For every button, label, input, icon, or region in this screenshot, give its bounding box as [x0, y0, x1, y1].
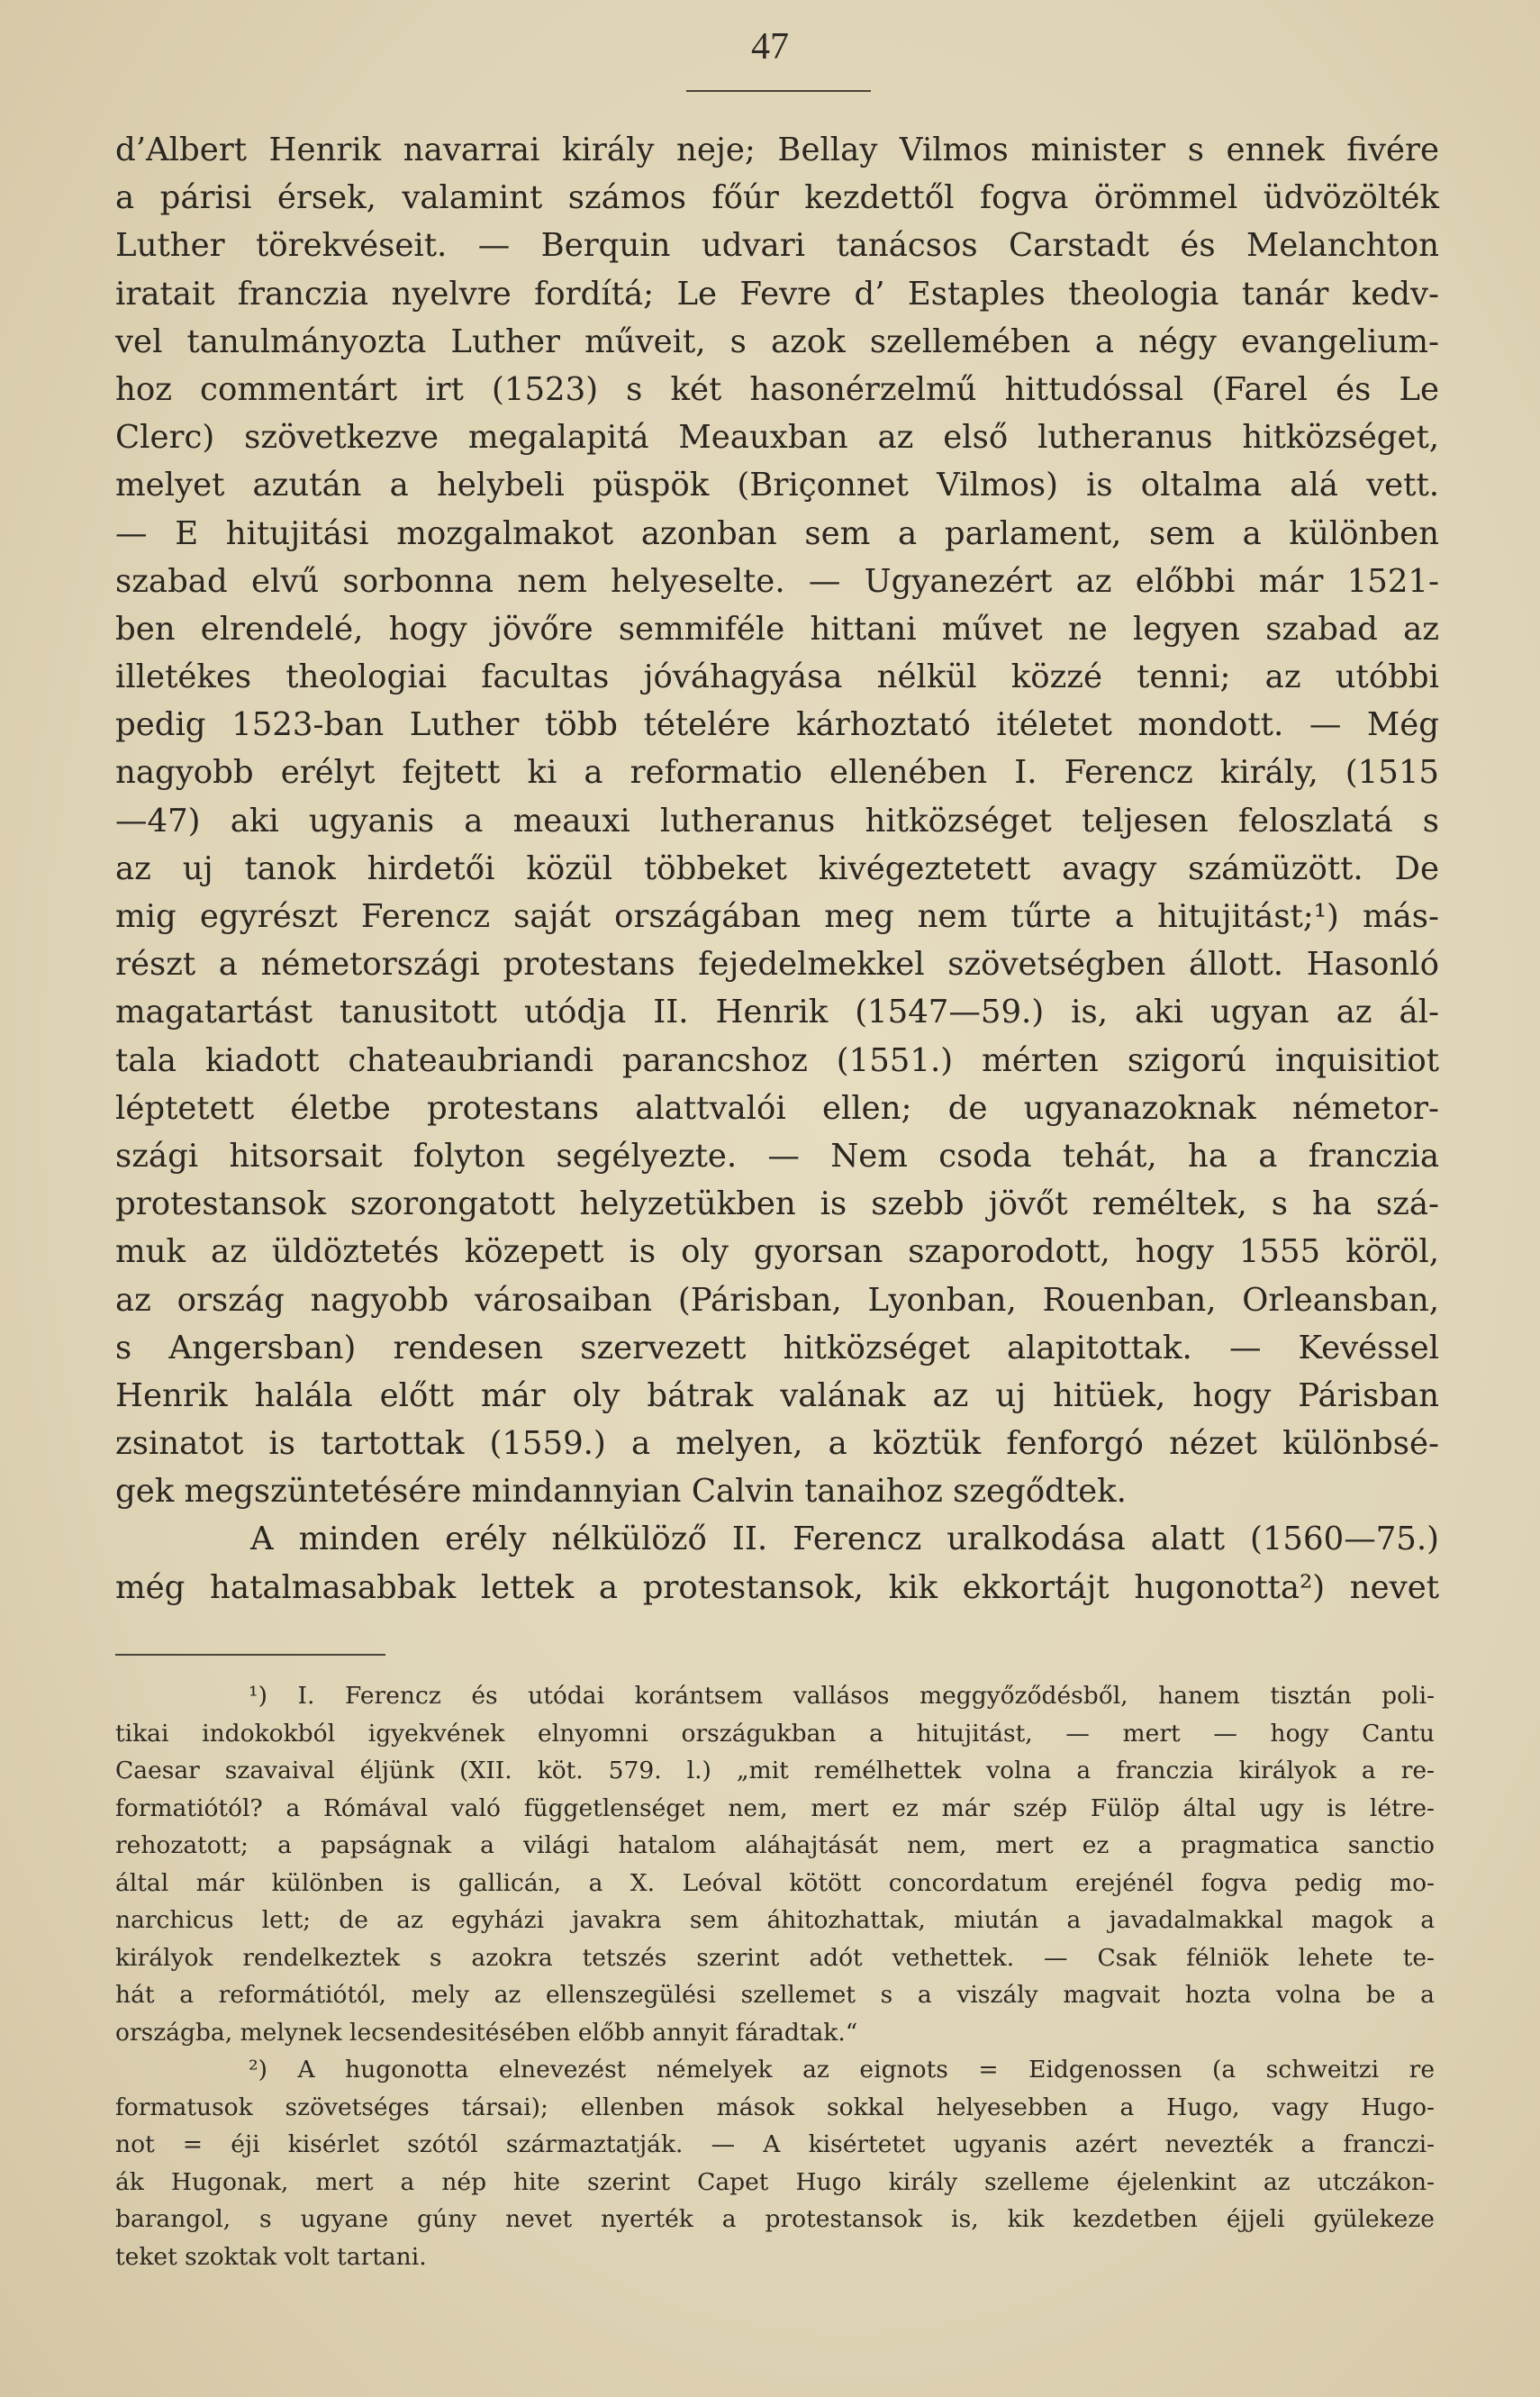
footnote-line: tikai indokokból igyekvének elnyomni országukban a hitujitást, — mert — hogy Cantu — [115, 1719, 1435, 1748]
footnote-line: narchicus lett; de az egyházi javakra sem áhitozhattak, miután a javadalmakkal magok a — [115, 1906, 1435, 1934]
footnote-line: formatusok szövetséges társai); ellenben mások sokkal helyesebben a Hugo, vagy Hugo- — [115, 2093, 1435, 2121]
body-line: Clerc) szövetkezve megalapitá Meauxban az első lutheranus hitközséget, — [115, 419, 1439, 457]
body-line: az uj tanok hirdetői közül többeket kivégeztetett avagy számüzött. De — [115, 849, 1439, 887]
footnotes — [115, 1677, 1435, 2275]
body-text — [115, 126, 1439, 1612]
footnote-line: ²) A hugonotta elnevezést némelyek az eignots = Eidgenossen (a schweitzi re — [249, 2056, 1435, 2084]
body-line: tala kiadott chateaubriandi parancshoz (1551.) mérten szigorú inquisitiot — [115, 1041, 1439, 1079]
body-line: melyet azután a helybeli püspök (Briçonnet Vilmos) is oltalma alá vett. — [115, 467, 1439, 504]
body-line: A minden erély nélkülöző II. Ferencz uralkodása alatt (1560—75.) — [250, 1521, 1439, 1558]
body-line: mig egyrészt Ferencz saját országában meg nem tűrte a hitujitást;¹) más- — [115, 898, 1439, 935]
body-line: még hatalmasabbak lettek a protestansok, kik ekkortájt hugonotta²) nevet — [115, 1568, 1439, 1606]
body-line: pedig 1523-ban Luther több tételére kárhoztató itéletet mondott. — Még — [115, 706, 1439, 744]
body-line: szági hitsorsait folyton segélyezte. — Nem csoda tehát, ha a franczia — [115, 1137, 1439, 1175]
body-line: s Angersban) rendesen szervezett hitközséget alapitottak. — Kevéssel — [115, 1329, 1439, 1366]
body-line: — E hitujitási mozgalmakot azonban sem a parlament, sem a különben — [115, 514, 1439, 552]
body-line: a párisi érsek, valamint számos főúr kezdettől fogva örömmel üdvözölték — [115, 179, 1439, 217]
body-line: gek megszüntetésére mindannyian Calvin tanaihoz szegődtek. — [115, 1473, 1127, 1511]
footnote-line: teket szoktak volt tartani. — [115, 2242, 427, 2271]
footnote-line: által már különben is gallicán, a X. Leóval kötött concordatum erejénél fogva pedig mo- — [115, 1868, 1435, 1897]
body-line: vel tanulmányozta Luther műveit, s azok szellemében a négy evangelium- — [115, 322, 1439, 360]
footnote-line: országba, melynek lecsendesitésében előbb annyit fáradtak.“ — [115, 2018, 858, 2047]
body-line: zsinatot is tartottak (1559.) a melyen, a köztük fenforgó nézet különbsé- — [115, 1425, 1439, 1463]
page-number: 47 — [751, 26, 789, 68]
body-line: hoz commentárt irt (1523) s két hasonérzelmű hittudóssal (Farel és Le — [115, 370, 1439, 408]
footnote-line: ¹) I. Ferencz és utódai korántsem vallásos meggyőződésből, hanem tisztán poli- — [249, 1682, 1435, 1710]
body-line: —47) aki ugyanis a meauxi lutheranus hitközséget teljesen feloszlatá s — [115, 802, 1439, 840]
body-line: Henrik halála előtt már oly bátrak valának az uj hitüek, hogy Párisban — [115, 1376, 1439, 1414]
header-rule — [686, 90, 871, 92]
footnote-line: formatiótól? a Rómával való függetlenséget nem, mert ez már szép Fülöp által ugy is létre- — [115, 1793, 1435, 1822]
body-line: illetékes theologiai facultas jóváhagyása nélkül közzé tenni; az utóbbi — [115, 658, 1439, 696]
footnote-line: ák Hugonak, mert a nép hite szerint Capet Hugo király szelleme éjelenkint az utczákon- — [115, 2167, 1435, 2196]
body-line: léptetett életbe protestans alattvalói ellen; de ugyanazoknak németor- — [115, 1089, 1439, 1127]
body-line: iratait franczia nyelvre fordítá; Le Fevre d’ Estaples theologia tanár kedv- — [115, 275, 1439, 313]
footnote-line: hát a reformátiótól, mely az ellenszegülési szellemet s a viszály magvait hozta volna be a — [115, 1981, 1435, 2009]
body-line: Luther törekvéseit. — Berquin udvari tanácsos Carstadt és Melanchton — [115, 227, 1439, 265]
footnote-line: rehozatott; a papságnak a világi hatalom aláhajtását nem, mert ez a pragmatica sanctio — [115, 1831, 1435, 1859]
footnote-line: barangol, s ugyane gúny nevet nyerték a protestansok is, kik kezdetben éjjeli gyülekeze — [115, 2205, 1435, 2233]
footnote-line: not = éji kisérlet szótól származtatják. — A kisértetet ugyanis azért nevezték a franczi- — [115, 2130, 1435, 2158]
body-line: részt a németországi protestans fejedelmekkel szövetségben állott. Hasonló — [115, 946, 1439, 984]
footnote-rule — [115, 1654, 385, 1656]
footnote-line: Caesar szavaival éljünk (XII. köt. 579. l.) „mit remélhettek volna a franczia királyok a re- — [115, 1757, 1435, 1784]
body-line: protestansok szorongatott helyzetükben is szebb jövőt reméltek, s ha szá- — [115, 1185, 1439, 1223]
footnote-line: királyok rendelkeztek s azokra tetszés szerint adót vethettek. — Csak félniök lehete te- — [115, 1943, 1435, 1972]
body-line: szabad elvű sorbonna nem helyeselte. — Ugyanezért az előbbi már 1521- — [115, 562, 1439, 600]
body-line: ben elrendelé, hogy jövőre semmiféle hittani művet ne legyen szabad az — [115, 610, 1439, 648]
body-line: d’Albert Henrik navarrai király neje; Bellay Vilmos minister s ennek fivére — [115, 132, 1439, 168]
body-line: nagyobb erélyt fejtett ki a reformatio ellenében I. Ferencz király, (1515 — [115, 754, 1439, 792]
body-line: az ország nagyobb városaiban (Párisban, Lyonban, Rouenban, Orleansban, — [115, 1281, 1439, 1319]
body-line: magatartást tanusitott utódja II. Henrik (1547—59.) is, aki ugyan az ál- — [115, 994, 1439, 1031]
body-line: muk az üldöztetés közepett is oly gyorsan szaporodott, hogy 1555 köröl, — [115, 1233, 1439, 1271]
